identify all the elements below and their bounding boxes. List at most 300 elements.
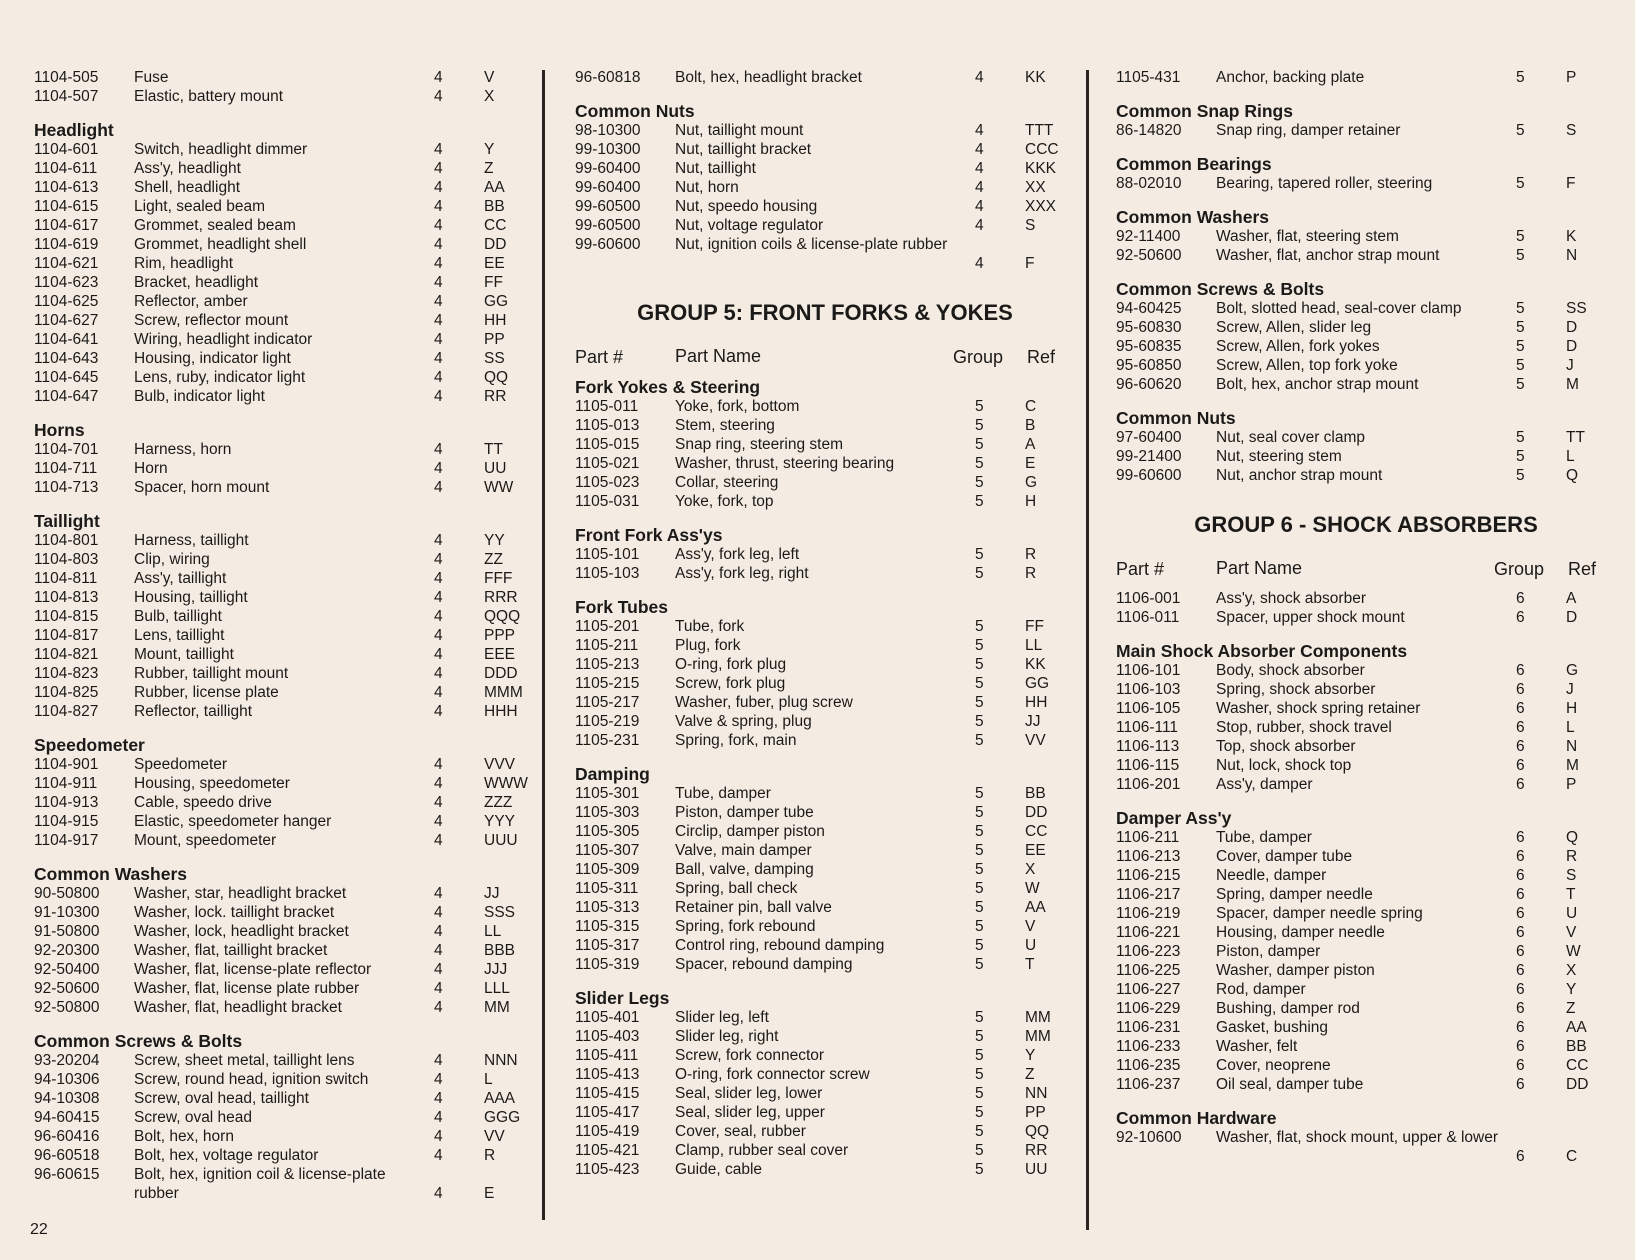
group-number: 5 (975, 1104, 984, 1121)
ref-code: WWW (484, 775, 528, 792)
group-title: GROUP 5: FRONT FORKS & YOKES (637, 300, 1013, 325)
group-number: 5 (975, 455, 984, 472)
part-name: Washer, thrust, steering bearing (675, 455, 895, 472)
group-number: 4 (434, 441, 443, 458)
part-number: 96-60518 (34, 1147, 100, 1164)
ref-code: DDD (484, 665, 518, 682)
part-name: Slider leg, right (675, 1028, 779, 1045)
part-number: 1105-215 (575, 675, 640, 692)
section-heading: Taillight (34, 511, 100, 531)
part-number: 1105-013 (575, 417, 640, 434)
ref-code: BB (484, 198, 505, 215)
part-name: Fuse (134, 69, 169, 86)
group-number: 6 (1516, 590, 1525, 607)
table-row (34, 645, 534, 664)
part-name: Washer, felt (1216, 1038, 1298, 1055)
group-number: 5 (975, 565, 984, 582)
group-number: 4 (434, 999, 443, 1016)
ref-code: Z (1566, 1000, 1576, 1017)
part-number: 1104-913 (34, 794, 99, 811)
table-row (1116, 174, 1616, 193)
group-number: 5 (975, 436, 984, 453)
group-number: 6 (1516, 962, 1525, 979)
part-number: 1105-401 (575, 1009, 640, 1026)
table-row (575, 545, 1075, 564)
ref-code: B (1025, 417, 1036, 434)
ref-code: HH (484, 312, 507, 329)
group-number: 6 (1516, 609, 1525, 626)
part-name: Bolt, hex, anchor strap mount (1216, 376, 1419, 393)
group-number: 6 (1516, 1076, 1525, 1093)
ref-code: VVV (484, 756, 516, 773)
ref-code: S (1566, 867, 1577, 884)
group-number: 6 (1516, 662, 1525, 679)
group-number: 4 (434, 369, 443, 386)
section-heading: Damper Ass'y (1116, 808, 1232, 828)
part-number: 1104-643 (34, 350, 99, 367)
group-number: 4 (975, 69, 984, 86)
part-number: 94-60425 (1116, 300, 1182, 317)
ref-code: MM (1025, 1009, 1051, 1026)
part-name: Cover, damper tube (1216, 848, 1353, 865)
part-number: 1106-231 (1116, 1019, 1181, 1036)
part-number: 99-60400 (575, 179, 641, 196)
table-header (1116, 559, 1616, 583)
header-ref: Ref (1568, 559, 1597, 579)
group-number: 5 (1516, 247, 1525, 264)
ref-code: CCC (1025, 141, 1059, 158)
part-number: 1105-305 (575, 823, 640, 840)
group-number: 5 (1516, 228, 1525, 245)
part-number: 1105-023 (575, 474, 640, 491)
group-number: 4 (975, 255, 984, 272)
part-number: 97-60400 (1116, 429, 1182, 446)
group-number: 4 (434, 274, 443, 291)
ref-code: DD (1566, 1076, 1589, 1093)
header-group: Group (953, 347, 1004, 367)
table-row (34, 273, 534, 292)
part-number: 1105-419 (575, 1123, 640, 1140)
group-number: 5 (975, 493, 984, 510)
table-row (34, 1108, 534, 1127)
part-name: Bolt, hex, horn (134, 1128, 234, 1145)
ref-code: SS (1566, 300, 1587, 317)
ref-code: AA (484, 179, 505, 196)
part-name: Screw, Allen, top fork yoke (1216, 357, 1398, 374)
part-name: Washer, star, headlight bracket (134, 885, 347, 902)
group-number: 5 (975, 842, 984, 859)
part-name: Lens, ruby, indicator light (134, 369, 306, 386)
table-row (34, 197, 534, 216)
section-heading: Common Nuts (1116, 408, 1236, 428)
ref-code: VV (1025, 732, 1046, 749)
group-number: 5 (975, 732, 984, 749)
group-number: 6 (1516, 700, 1525, 717)
table-row (34, 702, 534, 721)
group-number: 4 (434, 589, 443, 606)
part-number: 1105-413 (575, 1066, 640, 1083)
part-name: Ass'y, fork leg, right (675, 565, 809, 582)
part-name: Lens, taillight (134, 627, 225, 644)
table-row (575, 454, 1075, 473)
ref-code: T (1025, 956, 1035, 973)
section-heading: Fork Yokes & Steering (575, 377, 761, 397)
ref-code: H (1566, 700, 1578, 717)
part-number: 1105-319 (575, 956, 640, 973)
group-number: 4 (434, 179, 443, 196)
part-name: Clamp, rubber seal cover (675, 1142, 849, 1159)
part-number: 1105-403 (575, 1028, 640, 1045)
part-number: 1105-431 (1116, 69, 1181, 86)
part-number: 1104-613 (34, 179, 99, 196)
part-number: 1104-817 (34, 627, 99, 644)
group-number: 5 (975, 656, 984, 673)
header-part-number: Part # (575, 347, 624, 367)
group-number: 6 (1516, 981, 1525, 998)
table-row (1116, 866, 1616, 885)
table-row (575, 1027, 1075, 1046)
part-name: Bushing, damper rod (1216, 1000, 1360, 1017)
part-name: Screw, fork connector (675, 1047, 825, 1064)
group-number: 6 (1516, 1148, 1525, 1165)
ref-code: EE (484, 255, 505, 272)
table-row (34, 292, 534, 311)
table-row (575, 492, 1075, 511)
group-number: 4 (434, 388, 443, 405)
ref-code: U (1566, 905, 1578, 922)
group-number: 4 (434, 942, 443, 959)
ref-code: UU (1025, 1161, 1048, 1178)
table-row (1116, 121, 1616, 140)
section-heading: Headlight (34, 120, 114, 140)
group-number: 5 (975, 637, 984, 654)
part-number: 96-60620 (1116, 376, 1182, 393)
ref-code: FF (1025, 618, 1044, 635)
part-number: 1106-217 (1116, 886, 1181, 903)
group-number: 4 (975, 198, 984, 215)
part-name: Wiring, headlight indicator (134, 331, 313, 348)
table-row (34, 664, 534, 683)
part-number: 1104-811 (34, 570, 98, 587)
group-number: 4 (434, 885, 443, 902)
ref-code: ZZZ (484, 794, 513, 811)
group-number: 6 (1516, 1000, 1525, 1017)
part-name: Seal, slider leg, lower (675, 1085, 823, 1102)
part-name: Gasket, bushing (1216, 1019, 1329, 1036)
group-number: 6 (1516, 681, 1525, 698)
part-number: 88-02010 (1116, 175, 1182, 192)
part-name: Bearing, tapered roller, steering (1216, 175, 1433, 192)
part-name: Rubber, taillight mount (134, 665, 289, 682)
table-row (575, 216, 1075, 235)
part-name: Mount, speedometer (134, 832, 277, 849)
table-row (34, 235, 534, 254)
ref-code: BBB (484, 942, 516, 959)
part-name: Spacer, upper shock mount (1216, 609, 1405, 626)
table-row (1116, 737, 1616, 756)
part-number: 92-20300 (34, 942, 100, 959)
ref-code: SSS (484, 904, 516, 921)
part-name: Spring, ball check (675, 880, 798, 897)
part-number: 1104-801 (34, 532, 99, 549)
ref-code: FF (484, 274, 503, 291)
table-row (1116, 356, 1616, 375)
part-name: Switch, headlight dimmer (134, 141, 308, 158)
column-divider (542, 70, 545, 1220)
group-number: 4 (434, 794, 443, 811)
table-row (34, 774, 534, 793)
table-row (1116, 1037, 1616, 1056)
ref-code: N (1566, 247, 1578, 264)
part-name: Elastic, battery mount (134, 88, 284, 105)
group-number: 4 (434, 1109, 443, 1126)
table-row (1116, 699, 1616, 718)
part-name: Screw, oval head, taillight (134, 1090, 309, 1107)
ref-code: WW (484, 479, 514, 496)
table-row (1116, 318, 1616, 337)
section-heading: Fork Tubes (575, 597, 669, 617)
ref-code: GG (484, 293, 509, 310)
ref-code: A (1566, 590, 1577, 607)
group-number: 5 (1516, 69, 1525, 86)
ref-code: G (1025, 474, 1038, 491)
table-row (575, 1046, 1075, 1065)
table-row (34, 812, 534, 831)
part-number: 1105-021 (575, 455, 640, 472)
table-row (575, 822, 1075, 841)
part-number: 1104-915 (34, 813, 99, 830)
table-row (1116, 885, 1616, 904)
table-row (1116, 961, 1616, 980)
part-name: Anchor, backing plate (1216, 69, 1365, 86)
ref-code: MMM (484, 684, 523, 701)
table-row (34, 531, 534, 550)
table-row (575, 564, 1075, 583)
group-number: 4 (434, 608, 443, 625)
column-2 (575, 68, 1075, 1179)
part-number: 1104-619 (34, 236, 99, 253)
part-name: Slider leg, left (675, 1009, 769, 1026)
ref-code: QQ (1025, 1123, 1050, 1140)
table-row (575, 1065, 1075, 1084)
ref-code: Y (1025, 1047, 1036, 1064)
part-name: Circlip, damper piston (675, 823, 825, 840)
part-name: Washer, flat, shock mount, upper & lower (1216, 1129, 1498, 1146)
part-number: 1104-823 (34, 665, 99, 682)
part-name: O-ring, fork connector screw (675, 1066, 870, 1083)
table-row (1116, 718, 1616, 737)
ref-code: Z (484, 160, 494, 177)
part-name: Stop, rubber, shock travel (1216, 719, 1392, 736)
group-number: 6 (1516, 776, 1525, 793)
part-number: 1105-231 (575, 732, 640, 749)
group-number: 6 (1516, 738, 1525, 755)
group-number: 5 (975, 1161, 984, 1178)
part-number: 1105-217 (575, 694, 640, 711)
part-number: 1106-115 (1116, 757, 1180, 774)
ref-code: NN (1025, 1085, 1048, 1102)
table-row (575, 841, 1075, 860)
group-number: 5 (975, 1142, 984, 1159)
part-number: 99-60400 (575, 160, 641, 177)
part-name: Control ring, rebound damping (675, 937, 885, 954)
table-row (34, 1051, 534, 1070)
section-heading: Common Nuts (575, 101, 695, 121)
ref-code: F (1025, 255, 1035, 272)
part-name: Ass'y, damper (1216, 776, 1313, 793)
table-row (575, 121, 1075, 140)
group-number: 5 (975, 1085, 984, 1102)
part-number: 1104-627 (34, 312, 99, 329)
ref-code: D (1566, 319, 1578, 336)
ref-code: DD (484, 236, 507, 253)
part-name: Mount, taillight (134, 646, 234, 663)
part-number: 1104-701 (34, 441, 99, 458)
ref-code: N (1566, 738, 1578, 755)
part-number: 91-50800 (34, 923, 100, 940)
section-heading: Speedometer (34, 735, 145, 755)
table-row (34, 998, 534, 1017)
part-name: Nut, steering stem (1216, 448, 1342, 465)
part-number: 1106-211 (1116, 829, 1180, 846)
section-heading: Common Hardware (1116, 1108, 1277, 1128)
ref-code: V (1566, 924, 1577, 941)
part-name: Ass'y, fork leg, left (675, 546, 800, 563)
ref-code: QQQ (484, 608, 521, 625)
table-row (34, 68, 534, 87)
part-name: Top, shock absorber (1216, 738, 1356, 755)
table-row (1116, 68, 1616, 87)
ref-code: E (1025, 455, 1036, 472)
ref-code: J (1566, 357, 1574, 374)
ref-code: W (1025, 880, 1040, 897)
ref-code: D (1566, 338, 1578, 355)
ref-code: L (484, 1071, 493, 1088)
ref-code: PPP (484, 627, 516, 644)
part-name: Spacer, damper needle spring (1216, 905, 1423, 922)
part-number: 92-11400 (1116, 228, 1181, 245)
table-row (1116, 756, 1616, 775)
group-number: 5 (975, 785, 984, 802)
part-name: Nut, voltage regulator (675, 217, 824, 234)
group-number: 4 (434, 832, 443, 849)
part-number: 1105-421 (575, 1142, 640, 1159)
table-row (1116, 904, 1616, 923)
table-row (34, 440, 534, 459)
part-number: 1105-219 (575, 713, 640, 730)
table-row (1116, 227, 1616, 246)
section-heading: Main Shock Absorber Components (1116, 641, 1408, 661)
ref-code: Q (1566, 829, 1579, 846)
part-name: Snap ring, damper retainer (1216, 122, 1401, 139)
part-name: Spring, fork rebound (675, 918, 816, 935)
part-number: 86-14820 (1116, 122, 1182, 139)
ref-code: UU (484, 460, 507, 477)
part-name: Yoke, fork, bottom (675, 398, 800, 415)
group-number: 6 (1516, 1057, 1525, 1074)
part-number: 1105-309 (575, 861, 640, 878)
part-number: 1104-617 (34, 217, 99, 234)
ref-code: Z (1025, 1066, 1035, 1083)
group-number: 4 (975, 141, 984, 158)
part-name: O-ring, fork plug (675, 656, 787, 673)
table-row (1116, 1056, 1616, 1075)
table-row (34, 87, 534, 106)
group-number: 4 (434, 904, 443, 921)
part-number: 1106-235 (1116, 1057, 1181, 1074)
table-row (34, 960, 534, 979)
part-name: Bulb, taillight (134, 608, 222, 625)
table-row (1116, 246, 1616, 265)
part-number: 98-10300 (575, 122, 641, 139)
part-number: 1104-505 (34, 69, 99, 86)
group-title: GROUP 6 - SHOCK ABSORBERS (1194, 512, 1538, 537)
group-number: 5 (975, 937, 984, 954)
table-row (575, 140, 1075, 159)
part-number: 96-60615 (34, 1166, 100, 1183)
ref-code: QQ (484, 369, 509, 386)
table-row (575, 784, 1075, 803)
ref-code: Q (1566, 467, 1579, 484)
group-number: 4 (434, 1090, 443, 1107)
group-number: 5 (1516, 122, 1525, 139)
table-row (1116, 923, 1616, 942)
part-name: Washer, flat, steering stem (1216, 228, 1399, 245)
part-name: Screw, round head, ignition switch (134, 1071, 369, 1088)
part-name: Nut, horn (675, 179, 739, 196)
part-number: 1105-417 (575, 1104, 640, 1121)
ref-code: KK (1025, 656, 1046, 673)
part-number: 1105-301 (575, 785, 640, 802)
ref-code: AA (1566, 1019, 1587, 1036)
part-number: 1106-237 (1116, 1076, 1181, 1093)
part-number: 1104-645 (34, 369, 99, 386)
table-row (575, 473, 1075, 492)
part-number: 1105-317 (575, 937, 640, 954)
ref-code: YYY (484, 813, 516, 830)
group-number: 4 (434, 646, 443, 663)
table-row (575, 955, 1075, 974)
ref-code: NNN (484, 1052, 518, 1069)
part-number: 1106-229 (1116, 1000, 1181, 1017)
group-number: 4 (434, 88, 443, 105)
part-name: Washer, lock, headlight bracket (134, 923, 349, 940)
ref-code: E (484, 1185, 495, 1202)
group-number: 4 (434, 1128, 443, 1145)
column-3 (1116, 68, 1616, 1166)
table-row (34, 588, 534, 607)
part-name: Horn (134, 460, 168, 477)
table-row (575, 731, 1075, 750)
ref-code: P (1566, 776, 1577, 793)
table-row (34, 311, 534, 330)
column-1 (34, 68, 534, 1203)
table-row (34, 478, 534, 497)
part-name: Spring, fork, main (675, 732, 797, 749)
part-number: 1105-311 (575, 880, 639, 897)
group-number: 5 (975, 1123, 984, 1140)
table-row (34, 216, 534, 235)
ref-code: GG (1025, 675, 1050, 692)
group-number: 5 (975, 474, 984, 491)
part-number: 1105-211 (575, 637, 639, 654)
part-name: Rim, headlight (134, 255, 234, 272)
part-number: 1104-911 (34, 775, 98, 792)
part-number: 1105-201 (575, 618, 640, 635)
ref-code: H (1025, 493, 1037, 510)
table-row (34, 683, 534, 702)
group-number: 4 (434, 1147, 443, 1164)
